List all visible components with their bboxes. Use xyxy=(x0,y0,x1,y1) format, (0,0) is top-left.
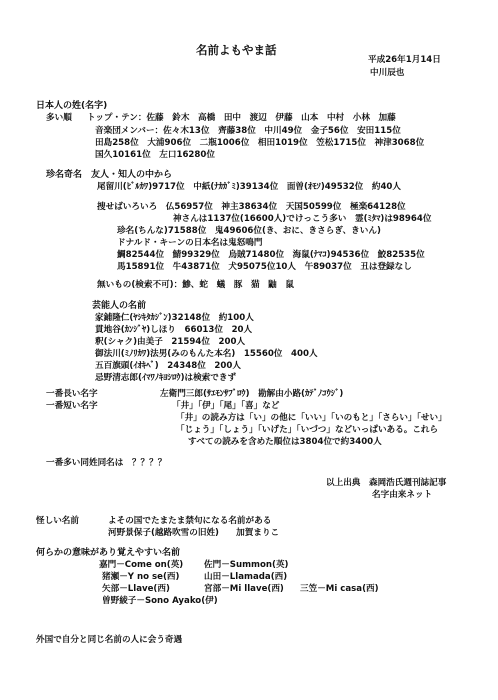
meaningful-item: 曽野綾子－Sono Ayako(伊) xyxy=(102,596,218,606)
celebrity-line: 貫地谷(ｶﾝｼﾞﾔ)しほり 66013位 20人 xyxy=(95,325,253,335)
meaningful-item: 嘉門－Come on(英) xyxy=(99,560,184,570)
section-surnames-heading: 日本人の姓(名字) xyxy=(36,101,108,111)
shortest-label: 一番短い名字 xyxy=(46,401,98,411)
meaningful-item: 矢部－Llave(西) xyxy=(102,584,170,594)
meaningful-item: 佐門－Summon(英) xyxy=(204,560,289,570)
meaningful-item: 宮部－Mi llave(西) xyxy=(204,584,284,594)
surnames-top10: トップ・テン：佐藤 鈴木 高橋 田中 渡辺 伊藤 山本 中村 小林 加藤 xyxy=(87,113,396,123)
unusual-line: 尾留川(ﾋﾞﾙｶﾜ)9717位 中紙(ﾅｶｶﾞﾐ)39134位 面曽(ｵﾓｿ)49532位 約40人 xyxy=(97,182,402,192)
suspicious-line: 河野景保子(越路吹雪の旧姓) 加賀まりこ xyxy=(108,528,280,538)
longest-value: 左衛門三郎(ｻｴﾓﾝｻﾌﾞﾛｳ) 勘解由小路(ｶﾃﾞﾉｺｳｼﾞ) xyxy=(160,389,344,399)
meaningful-item: 山田－Llamada(西) xyxy=(204,572,288,582)
unusual-line: 馬15891位 牛43871位 犬95075位10人 午89037位 丑は登録なし xyxy=(117,262,412,272)
longest-label: 一番長い名字 xyxy=(46,389,98,399)
celebrity-line: 家鋪隆仁(ﾔｼｷﾀｶｼﾞﾝ)32148位 約100人 xyxy=(95,313,254,323)
suspicious-line: よその国でたまたま禁句になる名前がある xyxy=(108,516,272,526)
most-common-label: 一番多い同姓同名は ？？？？ xyxy=(46,458,167,468)
meaningful-item: 猪瀬－Y no se(西) xyxy=(102,572,180,582)
suspicious-label: 怪しい名前 xyxy=(36,516,79,526)
unusual-line: 珍名(ちんな)71588位 鬼49606位(き、おに、きさらぎ、きいん) xyxy=(117,226,381,236)
document-author: 中川辰也 xyxy=(370,68,405,78)
shortest-line: 「井」の読み方は「い」の他に「いい」「いのもと」「さらい」「せい」 xyxy=(176,413,447,423)
section-unusual-heading: 珍名奇名 友人・知人の中から xyxy=(46,170,173,180)
celebrity-line: 御法川(ﾐﾉﾘｶﾜ)法男(みのもんた本名) 15560位 400人 xyxy=(95,349,318,359)
source-line: 名字由来ネット xyxy=(372,490,433,500)
shortest-line: 「井」「伊」「尾」「喜」など xyxy=(172,401,280,411)
celebrity-line: 釈(シャク)由美子 21594位 200人 xyxy=(95,337,246,347)
surnames-line: 田島258位 大浦906位 二瓶1006位 相田1019位 笠松1715位 神津3068位 xyxy=(95,138,425,148)
surnames-line: 国久10161位 左口16280位 xyxy=(95,150,215,160)
shortest-line: 「じょう」「しょう」「いげた」「いづつ」などいっぱいある。これら xyxy=(176,425,439,435)
unusual-line: ドナルド・キーンの日本名は鬼怒鳴門 xyxy=(117,238,263,248)
coincidence-label: 外国で自分と同じ名前の人に会う奇遇 xyxy=(36,635,183,645)
unusual-line: 神さんは1137位(16600人)でけっこう多い 霊(ﾐﾀﾏ)は98964位 xyxy=(173,214,432,224)
section-surnames-sub: 多い順 xyxy=(46,113,72,123)
unusual-line: 捜せばいろいろ 仏56957位 神主38634位 天国50599位 極楽64128位 xyxy=(97,202,406,212)
meaningful-item: 三笠－Mi casa(西) xyxy=(300,584,379,594)
surnames-line: 音楽団メンバー：佐々木13位 齊藤38位 中川49位 金子56位 安田115位 xyxy=(95,126,401,136)
document-date: 平成26年1月14日 xyxy=(368,55,441,65)
unusual-line: 鯛82544位 鯖99329位 烏賊71480位 海鼠(ﾅﾏｺ)94536位 鮫82535位 xyxy=(117,250,425,260)
source-line: 以上出典 森岡浩氏週刊誌記事 xyxy=(326,478,447,488)
celebrity-line: 五百旗頭(ｲｵｷﾍﾞ) 24348位 200人 xyxy=(95,361,241,371)
shortest-line: すべての読みを含めた順位は3804位で約3400人 xyxy=(188,437,382,447)
section-celebrity-heading: 芸能人の名前 xyxy=(92,301,147,311)
page-title: 名前よもやま話 xyxy=(196,43,277,57)
unusual-line: 無いもの(検索不可)：鯵、蛇 蟻 豚 猫 鼬 鼠 xyxy=(97,280,294,290)
celebrity-line: 忌野清志郎(ｲﾏﾜﾉｷﾖｼﾛｳ)は検索できず xyxy=(95,373,237,383)
section-meaningful-heading: 何らかの意味があり覚えやすい名前 xyxy=(36,548,181,558)
